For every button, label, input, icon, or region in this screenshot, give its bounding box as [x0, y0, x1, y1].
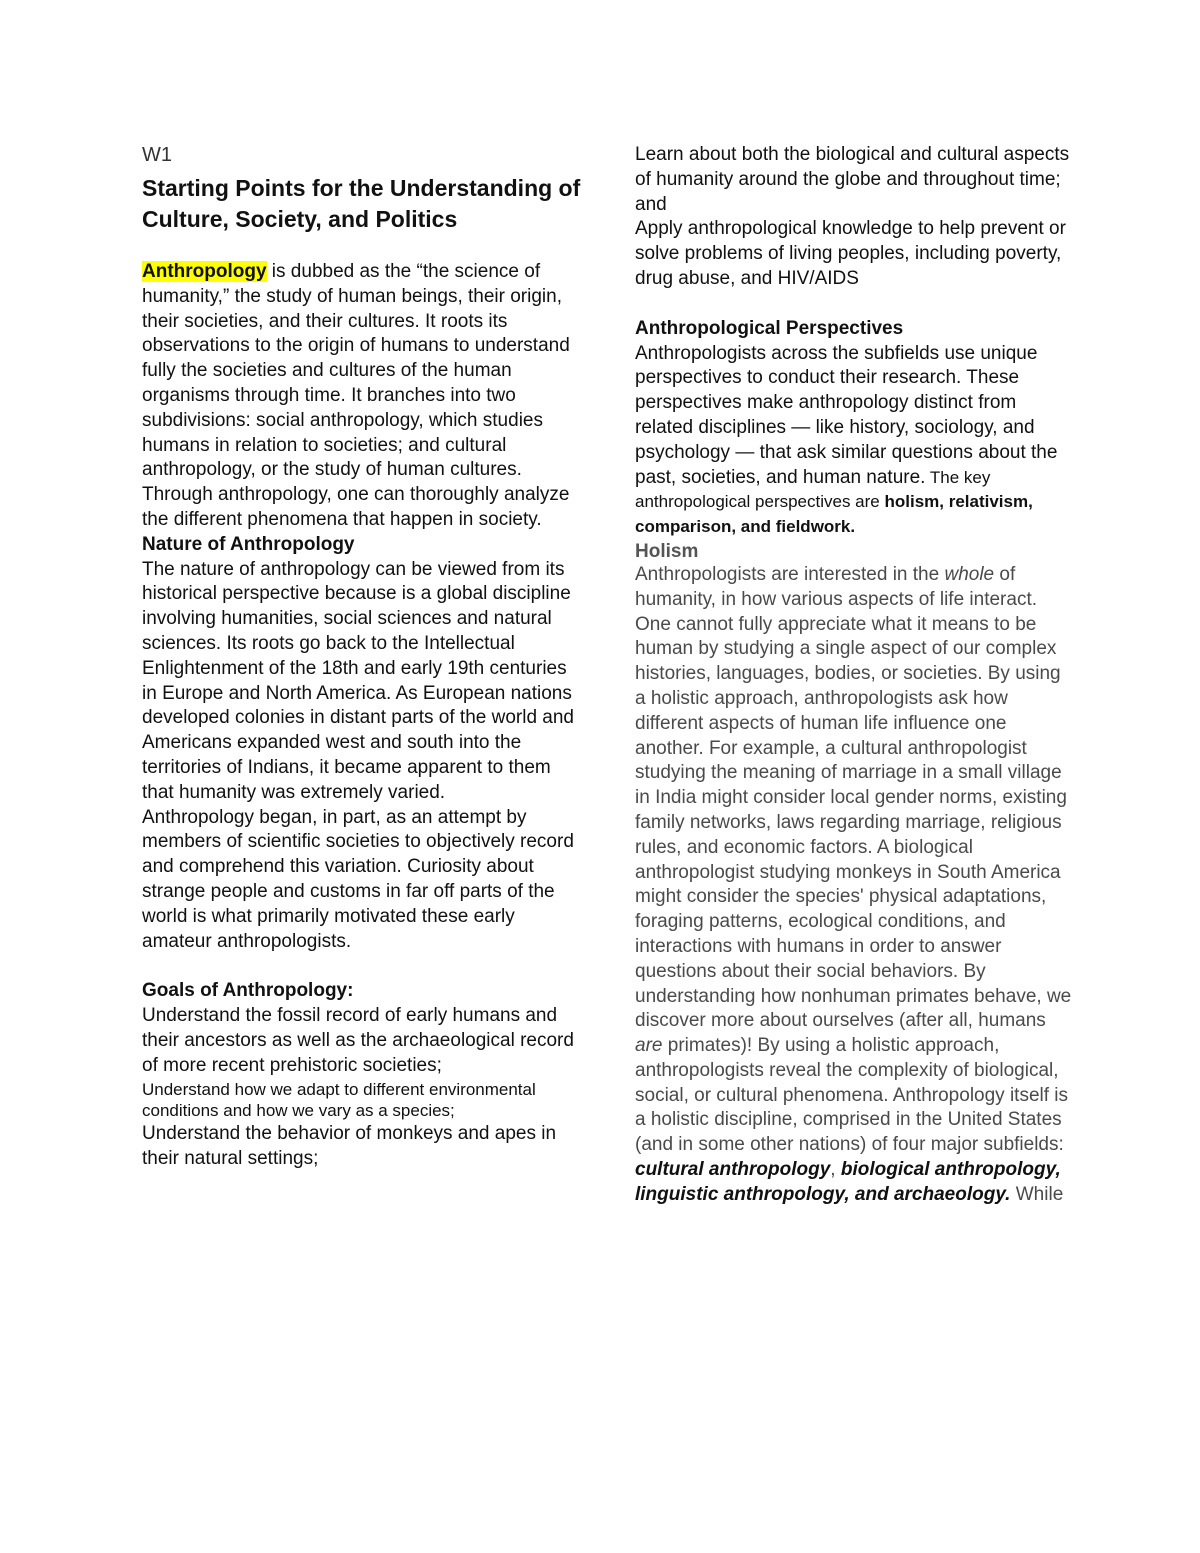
- spacer: [142, 954, 582, 979]
- holism-heading: Holism: [635, 540, 699, 562]
- perspectives-heading: Anthropological Perspectives: [635, 317, 904, 339]
- perspectives-tail: The key anthropological perspectives are: [635, 467, 991, 512]
- goal-item: Understand the fossil record of early humans and their ancestors as well as the archaeological record of more recent prehistoric societies;: [142, 1005, 574, 1076]
- goal-item: Understand how we adapt to different environmental conditions and how we vary as a species;: [142, 1079, 536, 1121]
- nature-paragraph-2: Anthropology began, in part, as an attempt by members of scientific societies to objectively record and comprehend this variation. Curiosity about strange people and customs in far off parts of the world is what primarily motivated these early amateur anthropologists.: [142, 806, 574, 952]
- intro-paragraph-2: Through anthropology, one can thoroughly analyze the different phenomena that happen in society.: [142, 484, 570, 530]
- goal-item: Apply anthropological knowledge to help prevent or solve problems of living peoples, including poverty, drug abuse, and HIV/AIDS: [635, 218, 1066, 289]
- right-column: [635, 143, 1075, 1208]
- spacer: [635, 292, 1075, 317]
- intro-paragraph: [142, 260, 582, 483]
- goal-item: Understand the behavior of monkeys and apes in their natural settings;: [142, 1123, 557, 1169]
- week-label: W1: [142, 144, 172, 166]
- document-title: Starting Points for the Understanding of Culture, Society, and Politics: [142, 175, 581, 232]
- goals-heading: Goals of Anthropology:: [142, 980, 354, 1002]
- intro-text: is dubbed as the “the science of humanity,” the study of human beings, their origin, their societies, and their cultures. It roots its observations to the origin of humans to understand fully the societies and cultures of the human organisms through time. It branches into two subdivisions: social anthropology, which studies humans in relation to societies; and cultural anthropology, or the study of human cultures.: [142, 261, 570, 481]
- subfield-cultural: cultural anthropology: [635, 1159, 831, 1181]
- perspectives-list: holism, relativism, comparison, and fieldwork.: [635, 492, 1033, 537]
- spacer: [142, 235, 582, 260]
- left-column: [142, 143, 582, 1172]
- nature-paragraph-1: The nature of anthropology can be viewed from its historical perspective because is a global discipline involving humanities, social sciences and natural sciences. Its roots go back to the Intellectual Enlightenment of the 18th and early 19th centuries in Europe and North America. As European nations developed colonies in distant parts of the world and Americans expanded west and south into the territories of Indians, it became apparent to them that humanity was extremely varied.: [142, 558, 574, 803]
- goal-item: Learn about both the biological and cultural aspects of humanity around the globe and throughout time; and: [635, 144, 1070, 215]
- holism-paragraph: Anthropologists are interested in the whole of humanity, in how various aspects of life interact. One cannot fully appreciate what it means to be human by studying a single aspect of our complex histories, languages, bodies, or societies. By using a holistic approach, anthropologists ask how different aspects of human life influence one another. For example, a cultural anthropologist studying the meaning of marriage in a small village in India might consider local gender norms, existing family networks, laws regarding marriage, religious rules, and economic factors. A biological anthropologist studying monkeys in South America might consider the species' physical adaptations, foraging patterns, ecological conditions, and interactions with humans in order to answer questions about their social behaviors. By understanding how nonhuman primates behave, we discover more about ourselves (after all, humans are primates)! By using a holistic approach, anthropologists reveal the complexity of biological, social, or cultural phenomena. Anthropology itself is a holistic discipline, comprised in the United States (and in some other nations) of four major subfields: cultural anthropology, biological anthropology, linguistic anthropology, and archaeology. While: [635, 563, 1072, 1205]
- perspectives-paragraph: Anthropologists across the subfields use unique perspectives to conduct their research. These perspectives make anthropology distinct from related disciplines — like history, sociology, and psychology — that ask similar questions about the past, societies, and human nature. The key anthropological perspectives are holism, relativism, comparison, and fieldwork.: [635, 342, 1058, 537]
- subfield-list: biological anthropology, linguistic anthropology, and archaeology.: [635, 1159, 1061, 1205]
- nature-heading: Nature of Anthropology: [142, 533, 355, 555]
- highlighted-term: Anthropology: [142, 261, 267, 282]
